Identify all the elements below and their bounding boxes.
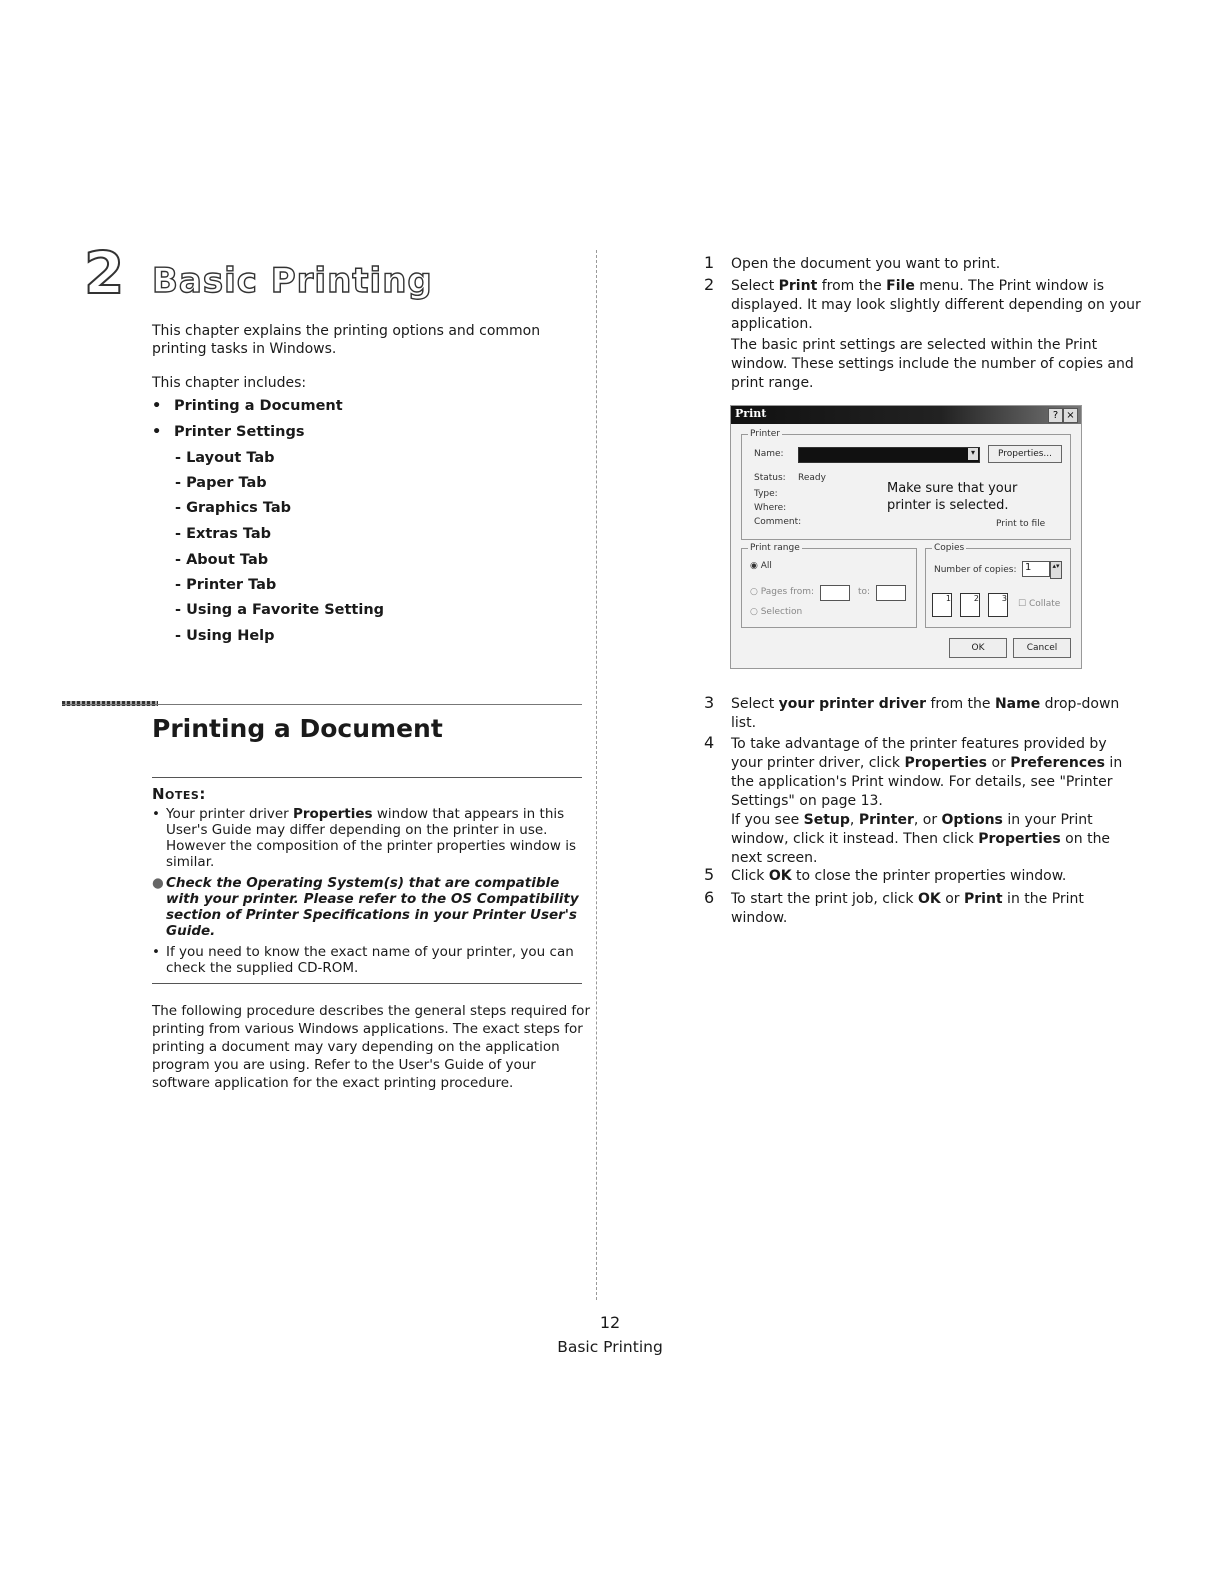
- includes-label: This chapter includes:: [152, 375, 307, 391]
- toc-link-printing-document[interactable]: • Printing a Document: [152, 398, 343, 414]
- print-range-group: [741, 543, 917, 628]
- chapter-number: 2: [84, 239, 125, 307]
- range-all-radio[interactable]: ◉ All: [750, 561, 772, 571]
- step-2: 2 Select Print from the File menu. The Print window is displayed. It may look slightly different depending on your application.: [704, 275, 1141, 332]
- print-dialog: [730, 405, 1082, 669]
- collate-page-icon: 1: [932, 593, 952, 617]
- collate-page-icon: 2: [960, 593, 980, 617]
- where-label: Where:: [754, 503, 787, 513]
- notes-bottom-rule: [152, 983, 582, 984]
- toc-link-using-help[interactable]: - Using Help: [175, 628, 275, 644]
- status-label: Status:: [754, 473, 786, 483]
- name-label: Name:: [754, 449, 784, 459]
- section-title: Printing a Document: [152, 714, 443, 743]
- status-value: Ready: [798, 473, 826, 483]
- procedure-paragraph: The following procedure describes the general steps required for printing from various Windows applications. The exact steps for printing a document may vary depending on the application program you are using. Refer to the User's Guide of your software application for the exact printing procedure.: [152, 1003, 590, 1091]
- toc-link-graphics-tab[interactable]: - Graphics Tab: [175, 500, 292, 516]
- from-page-input[interactable]: [820, 585, 850, 601]
- ok-button[interactable]: OK: [949, 638, 1007, 658]
- collate-checkbox[interactable]: ☐ Collate: [1018, 599, 1061, 609]
- num-copies-input[interactable]: 1: [1022, 561, 1050, 577]
- step-3: 3 Select your printer driver from the Name drop-down list.: [704, 693, 1120, 731]
- note-item: • Your printer driver Properties window that appears in this User's Guide may differ depending on the printer in use. However the composition of the printer properties window is similar.: [152, 806, 577, 870]
- toc-link-extras-tab[interactable]: - Extras Tab: [175, 526, 272, 542]
- comment-label: Comment:: [754, 517, 802, 527]
- chevron-down-icon[interactable]: ▾: [968, 448, 978, 460]
- footer-title: Basic Printing: [557, 1338, 663, 1356]
- toc-link-paper-tab[interactable]: - Paper Tab: [175, 475, 267, 491]
- step-1: 1 Open the document you want to print.: [704, 253, 1001, 272]
- step-5: 5 Click OK to close the printer properties window.: [704, 865, 1067, 884]
- properties-button[interactable]: Properties...: [988, 445, 1062, 463]
- num-copies-label: Number of copies:: [934, 565, 1017, 575]
- note-item: ● Check the Operating System(s) that are compatible with your printer. Please refer to the OS Compatibility section of Printer Specifications in your Printer User's Guide.: [152, 875, 579, 939]
- range-pages-radio[interactable]: ○ Pages from:: [750, 587, 815, 597]
- step-6: 6 To start the print job, click OK or Print in the Print window.: [704, 888, 1084, 926]
- notes-heading: Notes:: [152, 785, 206, 803]
- step-4: 4 To take advantage of the printer features provided by your printer driver, click Properties or Preferences in the application's Print window. For details, see "Printer Settings" on page 13.: [704, 733, 1123, 809]
- cancel-button[interactable]: Cancel: [1013, 638, 1071, 658]
- step-4-detail: If you see Setup, Printer, or Options in your Print window, click it instead. Then click Properties on the next screen.: [731, 812, 1111, 866]
- collate-page-icon: 3: [988, 593, 1008, 617]
- print-range-label: Print range: [750, 543, 800, 553]
- toc-link-printer-tab[interactable]: - Printer Tab: [175, 577, 277, 593]
- copies-stepper[interactable]: ▴▾: [1050, 561, 1062, 579]
- chapter-intro: This chapter explains the printing options and common printing tasks in Windows.: [152, 323, 541, 357]
- range-selection-radio[interactable]: ○ Selection: [750, 607, 803, 617]
- copies-group: [925, 543, 1071, 628]
- callout-text: Make sure that your printer is selected.: [887, 481, 1018, 513]
- to-page-input[interactable]: [876, 585, 906, 601]
- column-divider: [596, 250, 597, 1300]
- close-icon[interactable]: ×: [1063, 408, 1078, 423]
- print-to-file-checkbox[interactable]: Print to file: [996, 519, 1046, 529]
- step-2-detail: The basic print settings are selected within the Print window. These settings include the number of copies and print range.: [731, 337, 1134, 391]
- section-rule: [62, 704, 582, 705]
- toc-link-printer-settings[interactable]: • Printer Settings: [152, 424, 305, 440]
- chapter-title: Basic Printing: [152, 261, 433, 301]
- toc-link-layout-tab[interactable]: - Layout Tab: [175, 450, 275, 466]
- page-number: 12: [599, 1313, 621, 1332]
- dialog-titlebar: [731, 406, 1081, 424]
- toc-link-about-tab[interactable]: - About Tab: [175, 552, 269, 568]
- toc-link-favorite-setting[interactable]: - Using a Favorite Setting: [175, 602, 385, 618]
- help-icon[interactable]: ?: [1048, 408, 1063, 423]
- type-label: Type:: [754, 489, 778, 499]
- copies-group-label: Copies: [934, 543, 965, 553]
- printer-name-dropdown[interactable]: [798, 447, 980, 463]
- dialog-title: Print: [735, 407, 767, 420]
- notes-top-rule: [152, 777, 582, 778]
- note-item: • If you need to know the exact name of your printer, you can check the supplied CD-ROM.: [152, 944, 574, 976]
- printer-group-label: Printer: [750, 429, 780, 439]
- to-label: to:: [858, 587, 871, 597]
